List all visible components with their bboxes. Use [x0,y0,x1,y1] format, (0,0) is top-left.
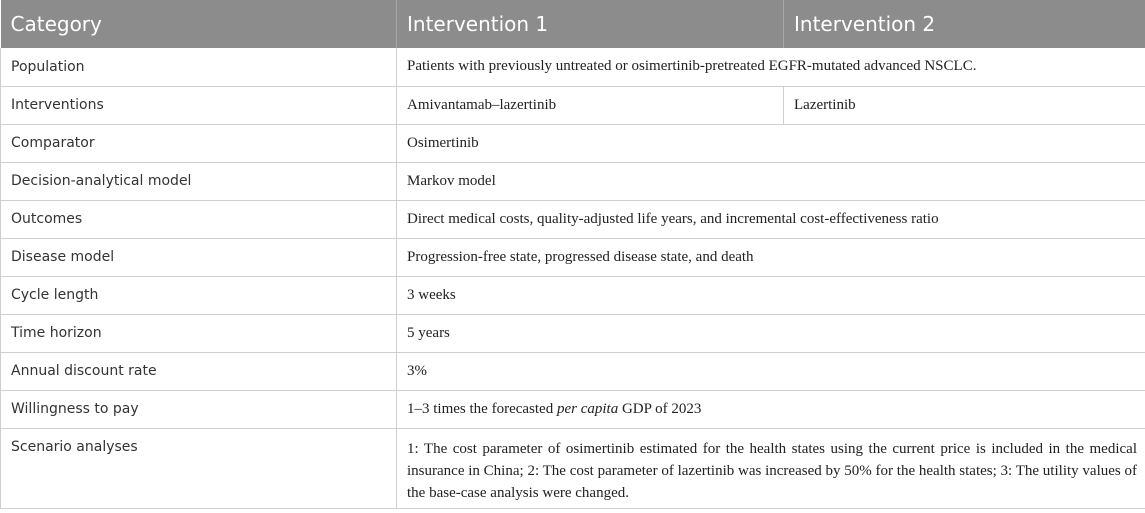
row-category: Scenario analyses [1,428,397,508]
header-row [1,0,1145,48]
row-value: Markov model [397,162,1145,200]
row-category: Cycle length [1,276,397,314]
row-category: Decision-analytical model [1,162,397,200]
table-body [1,48,1145,508]
table-row [1,428,1145,508]
row-value: Osimertinib [397,124,1145,162]
row-category: Population [1,48,397,86]
row-category: Time horizon [1,314,397,352]
header-category: Category [1,0,397,48]
table-header [1,0,1145,48]
header-intervention-2: Intervention 2 [784,0,1145,48]
row-category: Annual discount rate [1,352,397,390]
row-value [397,390,1145,428]
value-text: 1–3 times the forecasted [407,400,557,417]
table-row [1,200,1145,238]
row-category: Comparator [1,124,397,162]
value-text: GDP of 2023 [618,400,702,417]
row-category: Disease model [1,238,397,276]
header-intervention-1: Intervention 1 [397,0,784,48]
row-category: Interventions [1,86,397,124]
value-italic-text: per capita [556,400,619,417]
row-value: Progression-free state, progressed disease state, and death [397,238,1145,276]
row-category: Willingness to pay [1,390,397,428]
table-row [1,390,1145,428]
row-value: 5 years [397,314,1145,352]
row-value: Patients with previously untreated or osimertinib-pretreated EGFR-mutated advanced NSCLC. [397,48,1145,86]
row-category: Outcomes [1,200,397,238]
row-value: 3% [397,352,1145,390]
table-row [1,276,1145,314]
table-row [1,352,1145,390]
table-row [1,314,1145,352]
table-row [1,238,1145,276]
row-value-intervention-2: Lazertinib [784,86,1145,124]
table-row [1,48,1145,86]
row-value-intervention-1: Amivantamab–lazertinib [397,86,784,124]
table-row [1,86,1145,124]
row-value: Direct medical costs, quality-adjusted life years, and incremental cost-effectiveness ratio [397,200,1145,238]
table-row [1,162,1145,200]
row-value: 3 weeks [397,276,1145,314]
row-value: 1: The cost parameter of osimertinib estimated for the health states using the current price is included in the medical insurance in China; 2: The cost parameter of lazertinib was increased by 50% for the health states; 3: The utility values of the base-case analysis were changed. [397,428,1145,508]
table-row [1,124,1145,162]
